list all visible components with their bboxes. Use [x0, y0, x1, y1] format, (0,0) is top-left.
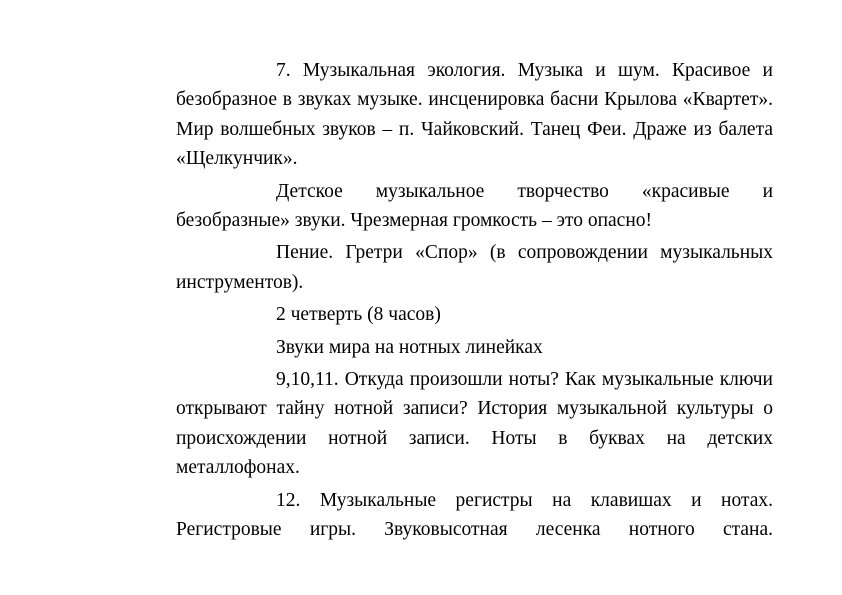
- paragraph-registers: 12. Музыкальные регистры на клавишах и нотах. Регистровые игры. Звуковысотная лесенка нотного стана.: [176, 489, 773, 541]
- quarter-heading: 2 четверть (8 часов): [276, 304, 441, 326]
- paragraph-notes-origin: 9,10,11. Откуда произошли ноты? Как музыкальные ключи открывают тайну нотной записи? История музыкальной культуры о происхождении нотной записи. Ноты в буквах на детских металлофонах.: [176, 369, 773, 479]
- document-body: [176, 56, 773, 547]
- paragraph-childrens-creativity: Детское музыкальное творчество «красивые и безобразные» звуки. Чрезмерная громкость – это опасно!: [176, 180, 773, 232]
- section-heading: Звуки мира на нотных линейках: [276, 336, 543, 358]
- paragraph-music-ecology: 7. Музыкальная экология. Музыка и шум. Красивое и безобразное в звуках музыке. инсценировка басни Крылова «Квартет». Мир волшебных звуков – п. Чайковский. Танец Феи. Драже из балета «Щелкунчик».: [176, 60, 773, 170]
- paragraph-singing: Пение. Гретри «Спор» (в сопровождении музыкальных инструментов).: [176, 242, 773, 293]
